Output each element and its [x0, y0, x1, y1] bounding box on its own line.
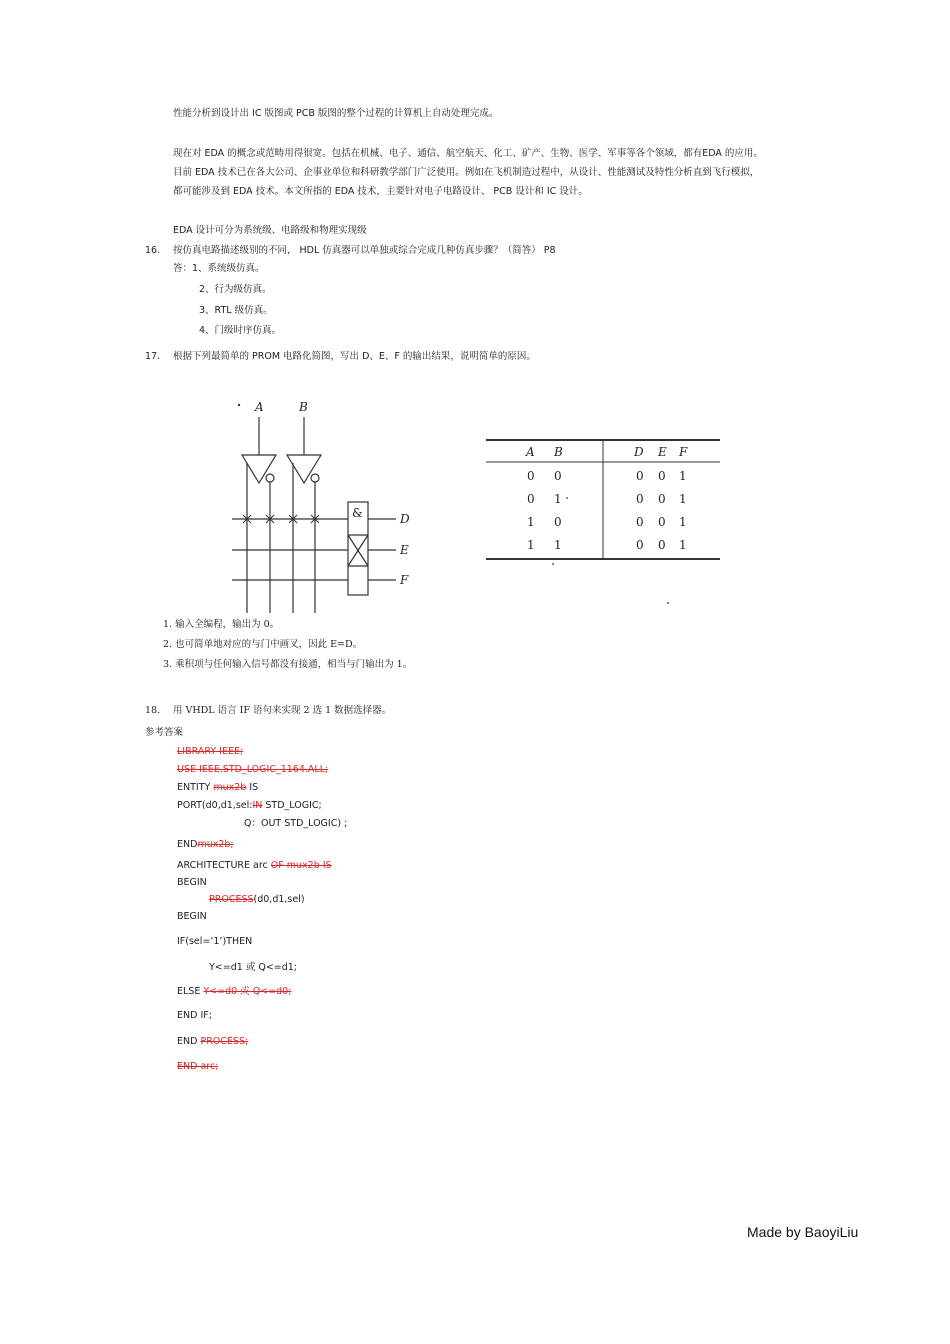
- code-if-line: IF(sel=‘1’)THEN: [177, 936, 253, 947]
- para-eda-line-3: 都可能涉及到 EDA 技术。本文所指的 EDA 技术，主要针对电子电路设计、 PCB 设计和 IC 设计。: [173, 186, 588, 197]
- code-endproc-rest: PROCESS;: [200, 1036, 249, 1047]
- table-cell: 1: [679, 469, 687, 483]
- q16-answer-1: 答：1、系统级仿真。: [173, 263, 265, 274]
- para-levels: EDA 设计可分为系统级、电路级和物理实现级: [173, 225, 367, 236]
- table-cell: 1: [679, 515, 687, 529]
- table-cell: 0: [658, 538, 666, 552]
- code-else-kw: ELSE: [177, 986, 201, 997]
- truth-table: [484, 436, 724, 566]
- q18-text: 用 VHDL 语言 IF 语句来实现 2 选 1 数据选择器。: [173, 705, 392, 716]
- para-eda-line-1: 现在对 EDA 的概念或范畴用得很宽。包括在机械、电子、通信、航空航天、化工、矿产、生物、医学、军事等各个领域，都有EDA 的应用。: [173, 148, 763, 159]
- code-arch-a: ARCHITECTURE arc: [177, 860, 268, 871]
- diagram-input-a: A: [255, 400, 264, 414]
- code-use: USE IEEE.STD_LOGIC_1164.ALL;: [177, 764, 329, 775]
- q17-note-3: 3. 乘积项与任何输入信号都没有接通，相当与门输出为 1。: [163, 659, 413, 670]
- diagram-output-e: E: [400, 543, 409, 557]
- table-cell: 0: [554, 469, 562, 483]
- code-process-kw: PROCESS: [209, 894, 254, 905]
- table-cell: 0: [658, 515, 666, 529]
- q16-answer-2: 2、行为级仿真。: [199, 284, 272, 295]
- table-cell: 0: [527, 469, 535, 483]
- code-else-line: [177, 985, 291, 998]
- table-cell: 0: [636, 469, 644, 483]
- diagram-input-b: B: [299, 400, 308, 414]
- q16-answer-3: 3、RTL 级仿真。: [199, 305, 273, 316]
- code-entity-name: mux2b: [213, 782, 247, 793]
- table-cell: 0: [658, 469, 666, 483]
- table-cell: 1: [527, 515, 535, 529]
- th-b: B: [554, 445, 563, 459]
- code-endif: END IF;: [177, 1010, 212, 1021]
- table-cell: 0: [554, 515, 562, 529]
- table-cell: 1: [527, 538, 535, 552]
- footer-credit: Made by BaoyiLiu: [747, 1224, 859, 1240]
- code-library: LIBRARY IEEE;: [177, 746, 244, 757]
- diagram-and-symbol: &: [352, 506, 363, 520]
- code-end-process: [177, 1035, 248, 1048]
- table-cell: 0: [527, 492, 535, 506]
- code-process-line: [209, 893, 305, 906]
- code-process-args: (d0,d1,sel): [253, 894, 305, 905]
- code-y-line: Y<=d1 或 Q<=d1;: [209, 962, 298, 973]
- diagram-output-f: F: [400, 573, 409, 587]
- code-end-arc: END arc;: [177, 1061, 219, 1072]
- code-else-rest: Y<=d0 或 Q<=d0;: [203, 986, 292, 997]
- th-d: D: [634, 445, 644, 459]
- code-begin-2: BEGIN: [177, 911, 207, 922]
- code-arch-b: OF mux2b IS: [270, 860, 332, 871]
- q17-number: 17.: [145, 351, 161, 362]
- th-f: F: [679, 445, 688, 459]
- code-end-name: mux2b;: [197, 839, 234, 850]
- table-cell: 1: [554, 538, 562, 552]
- th-a: A: [526, 445, 535, 459]
- table-cell: 1: [679, 538, 687, 552]
- q16-answer-4: 4、门级时序仿真。: [199, 325, 282, 336]
- th-e: E: [658, 445, 667, 459]
- stray-dot: [667, 602, 669, 604]
- table-cell: 0: [636, 538, 644, 552]
- table-cell: 1: [554, 492, 562, 506]
- code-end-entity: [177, 838, 234, 851]
- code-entity-is: IS: [249, 782, 259, 793]
- para-eda-line-2: 目前 EDA 技术已在各大公司、企事业单位和科研教学部门广泛使用。例如在飞机制造过程中，从设计、性能测试及特性分析直到飞行模拟，: [173, 167, 760, 178]
- code-port-line: [177, 799, 322, 812]
- code-entity-kw: ENTITY: [177, 782, 211, 793]
- table-cell: 0: [658, 492, 666, 506]
- code-begin-1: BEGIN: [177, 877, 207, 888]
- q17-note-1: 1. 输入全编程，输出为 0。: [163, 619, 280, 630]
- code-port-a: PORT(d0,d1,sel:: [177, 800, 253, 811]
- q16-text: 按仿真电路描述级别的不同， HDL 仿真器可以单独或综合完成几种仿真步骤？（简答） P8: [173, 245, 556, 256]
- code-end-kw: END: [177, 839, 198, 850]
- q16-number: 16.: [145, 245, 161, 256]
- code-entity-line: [177, 781, 258, 794]
- q17-text: 根据下列最简单的 PROM 电路化简图，写出 D、E、F 的输出结果，说明简单的原因。: [173, 351, 536, 362]
- para-top: 性能分析到设计出 IC 版图或 PCB 版图的整个过程的计算机上自动处理完成。: [173, 108, 499, 119]
- q17-note-2: 2. 也可简单地对应的与门中画叉，因此 E=D。: [163, 639, 363, 650]
- table-cell: 1: [679, 492, 687, 506]
- table-cell: 0: [636, 492, 644, 506]
- prom-circuit-diagram: [228, 395, 418, 617]
- code-port-b: STD_LOGIC;: [262, 800, 322, 811]
- code-port-in: IN: [252, 800, 263, 811]
- code-endproc-kw: END: [177, 1036, 198, 1047]
- code-arch-line: [177, 859, 332, 872]
- diagram-output-d: D: [400, 512, 410, 526]
- code-q-line: Q：OUT STD_LOGIC) ;: [244, 818, 348, 829]
- table-cell: 0: [636, 515, 644, 529]
- q18-ref: 参考答案: [145, 727, 184, 738]
- q18-number: 18.: [145, 705, 161, 716]
